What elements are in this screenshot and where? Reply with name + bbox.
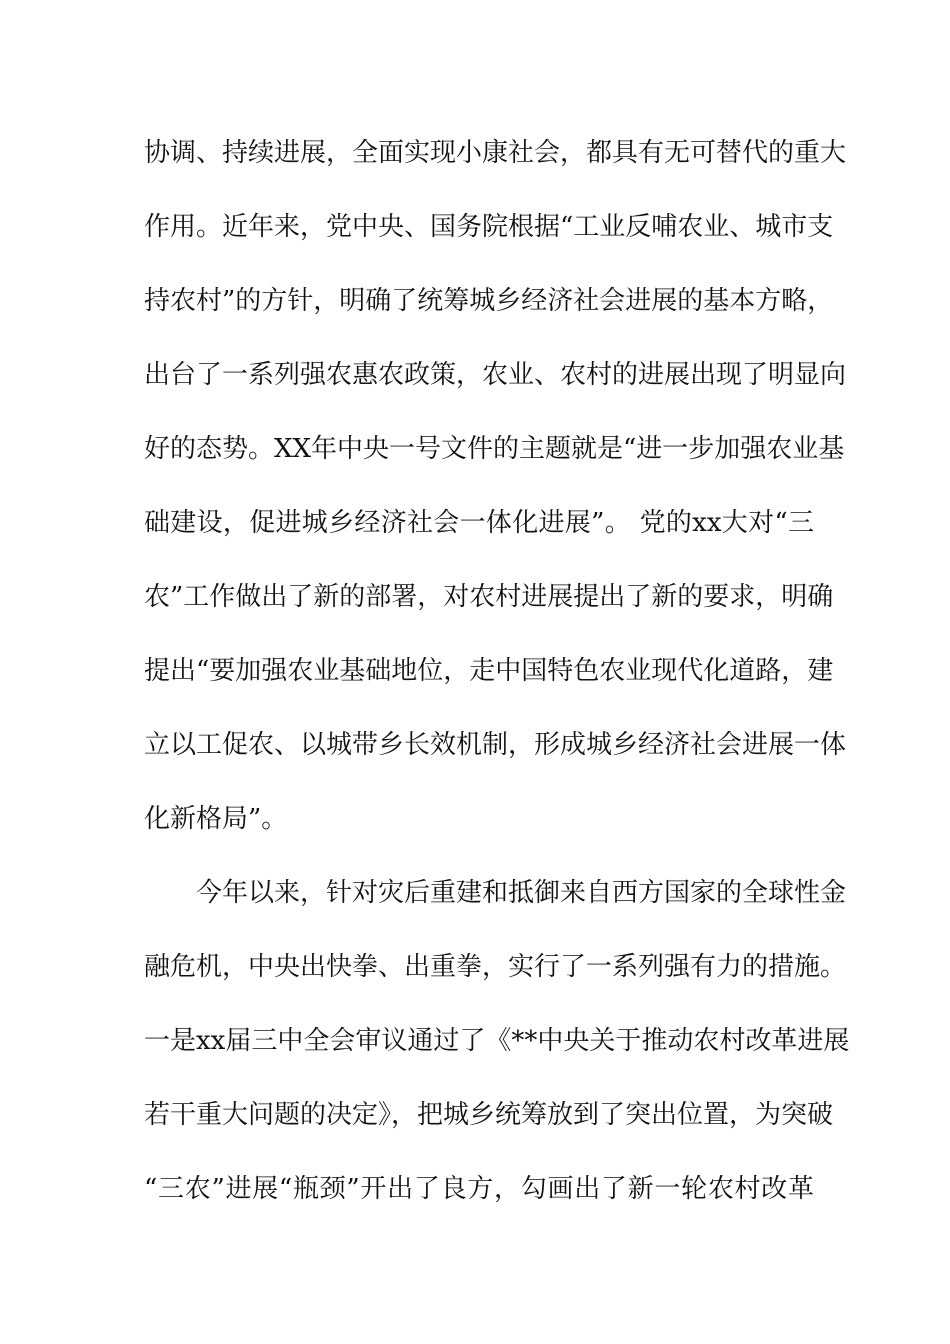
text-line: 提出“要加强农业基础地位，走中国特色农业现代化道路，建 xyxy=(144,656,834,686)
text-line: 础建设，促进城乡经济社会一体化进展”。 党的xx大对“三 xyxy=(144,508,814,538)
text-line: 立以工促农、以城带乡长效机制，形成城乡经济社会进展一体 xyxy=(144,730,847,760)
text-line: 作用。近年来，党中央、国务院根据“工业反哺农业、城市支 xyxy=(144,212,834,242)
paragraph-1 xyxy=(144,127,847,867)
text-line: 持农村”的方针，明确了统筹城乡经济社会进展的基本方略， xyxy=(144,286,834,316)
text-line: 协调、持续进展，全面实现小康社会，都具有无可替代的重大 xyxy=(144,138,847,168)
text-line: 化新格局”。 xyxy=(144,804,288,834)
text-line: 一是xx届三中全会审议通过了《**中央关于推动农村改革进展 xyxy=(144,1026,850,1056)
text-line: 出台了一系列强农惠农政策，农业、农村的进展出现了明显向 xyxy=(144,360,847,390)
text-line: 农”工作做出了新的部署，对农村进展提出了新的要求，明确 xyxy=(144,582,834,612)
paragraph-2 xyxy=(144,867,850,1237)
text-line: “三农”进展“瓶颈”开出了良方，勾画出了新一轮农村改革 xyxy=(144,1174,814,1204)
text-line: 今年以来，针对灾后重建和抵御来自西方国家的全球性金 xyxy=(196,878,847,908)
text-line: 若干重大问题的决定》，把城乡统筹放到了突出位置，为突破 xyxy=(144,1100,834,1130)
text-line: 融危机，中央出快拳、出重拳，实行了一系列强有力的措施。 xyxy=(144,952,847,982)
body-text xyxy=(144,127,850,1237)
text-line: 好的态势。XX年中央一号文件的主题就是“进一步加强农业基 xyxy=(144,434,845,464)
